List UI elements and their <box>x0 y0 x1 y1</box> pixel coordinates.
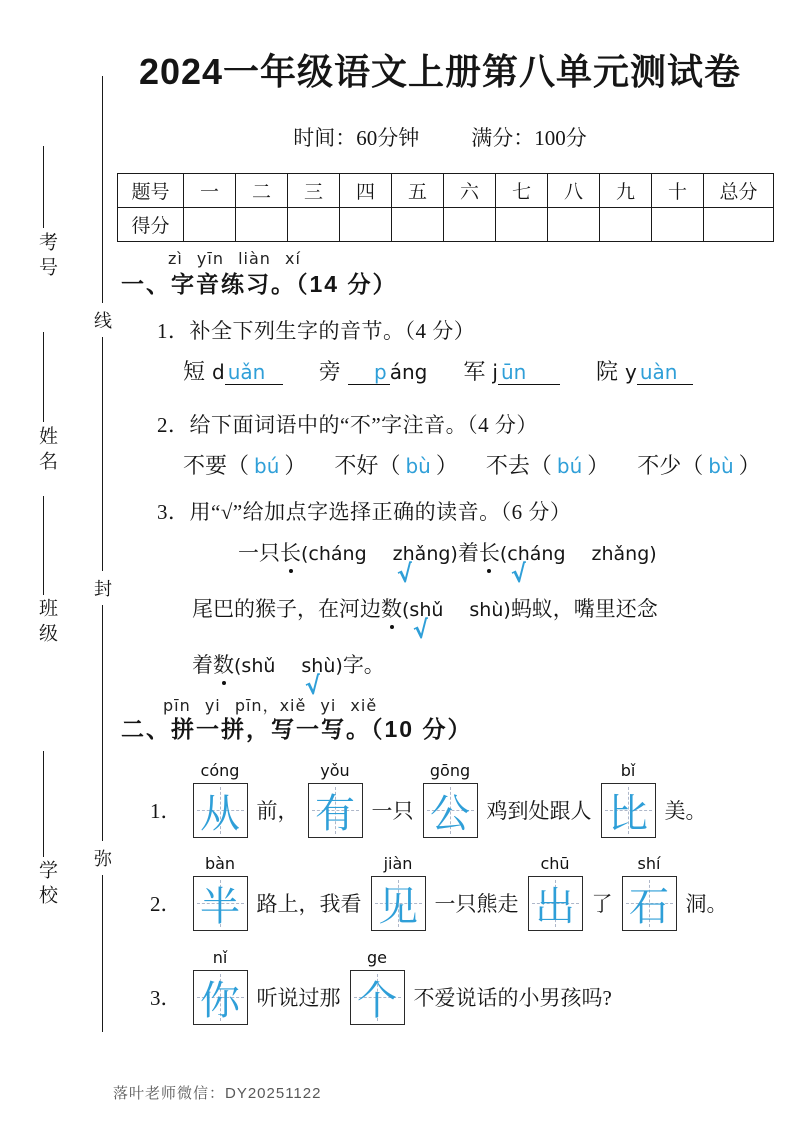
open-paren: （ <box>681 453 704 478</box>
pinyin-option: cháng <box>308 543 367 565</box>
text-run: 路上，我看 <box>256 892 362 916</box>
score-input-cell <box>288 208 340 242</box>
pinyin-hint: ge <box>367 947 387 967</box>
checkmark: √ <box>412 615 431 645</box>
pinyin-given: áng <box>389 360 428 384</box>
checkmark: √ <box>509 559 529 589</box>
text-run: 不爱说话的小男孩吗? <box>413 986 612 1010</box>
handwritten-character: 出 <box>535 883 575 929</box>
dotted-character: 数 <box>381 593 402 623</box>
close-paren: ） <box>738 453 761 478</box>
pinyin-given: j <box>492 360 498 384</box>
dotted-character: 长 <box>280 537 301 567</box>
q1-line <box>183 355 693 386</box>
pinyin-hint: bǐ <box>620 760 636 780</box>
text-run: 着 <box>192 653 213 677</box>
pinyin-given: y <box>624 360 637 384</box>
handwritten-answer: ūn <box>500 360 527 384</box>
text-run: 着 <box>457 541 479 565</box>
pinyin-option: shǔ √ <box>409 599 444 645</box>
tianzige-box <box>193 970 248 1025</box>
close-paren: ） <box>587 453 610 478</box>
answer-blank <box>225 360 283 385</box>
score-input-cell <box>340 208 392 242</box>
score-input-cell <box>444 208 496 242</box>
score-input-cell <box>548 208 600 242</box>
tone-item <box>183 449 306 480</box>
total-score-label: 总分 <box>704 174 774 208</box>
question-number: 1． <box>150 799 182 823</box>
name-blank-line <box>43 332 44 422</box>
open-paren: （ <box>378 453 401 478</box>
school-blank-line <box>43 751 44 857</box>
question-number: 3． <box>150 986 182 1010</box>
pinyin-option: shù √ <box>301 655 336 701</box>
character: 旁 <box>318 359 341 384</box>
pinyin-option: zhǎng √ <box>392 543 451 589</box>
text-run: 一只 <box>371 799 414 823</box>
handwritten-answer: p <box>374 360 387 384</box>
text-run: 尾巴的猴子，在河边 <box>192 597 381 621</box>
character-grid <box>371 853 426 931</box>
write-row <box>150 853 728 932</box>
pronunciation-choice: (shǔ shù √ ) <box>234 655 343 701</box>
score-input-cell <box>236 208 288 242</box>
handwritten-character: 个 <box>357 977 397 1023</box>
character-grid <box>350 947 405 1025</box>
text-run: 字。 <box>342 653 385 677</box>
handwritten-character: 半 <box>200 883 240 929</box>
school-label: 学校 <box>36 860 57 910</box>
q3-prompt: 3．用“√”给加点字选择正确的读音。（6 分） <box>157 500 572 524</box>
handwritten-character: 从 <box>200 790 240 836</box>
text-run: 听说过那 <box>256 986 341 1010</box>
tianzige-box <box>193 783 248 838</box>
handwritten-character: 比 <box>608 790 648 836</box>
score-input-cell <box>184 208 236 242</box>
q3-line <box>192 649 385 701</box>
q1-prompt: 1．补全下列生字的音节。（4 分） <box>157 319 476 343</box>
pinyin-hint: cóng <box>200 760 240 780</box>
q2-line <box>183 449 761 480</box>
syllable-item <box>319 355 428 386</box>
text-run: 了 <box>591 892 613 916</box>
question-col-4: 四 <box>340 174 392 208</box>
open-paren: （ <box>227 453 250 478</box>
question-col-10: 十 <box>652 174 704 208</box>
close-paren: ） <box>435 453 458 478</box>
dotted-character: 数 <box>213 649 234 679</box>
exam-meta <box>110 122 770 152</box>
tianzige-box <box>371 876 426 931</box>
score-input-cell <box>600 208 652 242</box>
pinyin-hint: shí <box>637 853 661 873</box>
pinyin-option: zhǎng <box>591 543 650 565</box>
score-input-cell <box>704 208 774 242</box>
character-grid <box>193 760 248 838</box>
pinyin-given: d <box>212 360 225 384</box>
character-grid <box>193 947 248 1025</box>
text-run: 一只 <box>238 541 280 565</box>
handwritten-character: 你 <box>200 977 240 1023</box>
pinyin-hint: nǐ <box>212 947 228 967</box>
tone-item <box>334 449 457 480</box>
question-col-2: 二 <box>236 174 288 208</box>
section1-heading: 一、字音练习。（14 分） <box>121 271 398 297</box>
word: 不要 <box>183 453 228 478</box>
tone-item <box>637 449 760 480</box>
pinyin-option: shù <box>469 599 504 621</box>
question-col-5: 五 <box>392 174 444 208</box>
text-run: 鸡到处跟人 <box>486 799 592 823</box>
handwritten-character: 有 <box>315 790 355 836</box>
q3-line <box>192 593 658 645</box>
pinyin-option: cháng √ <box>507 543 566 589</box>
handwritten-answer: bù <box>405 454 431 478</box>
word: 不少 <box>637 453 682 478</box>
score-input-cell <box>496 208 548 242</box>
tianzige-box <box>601 783 656 838</box>
write-row <box>150 760 707 839</box>
open-paren: （ <box>529 453 552 478</box>
pinyin-hint: bàn <box>204 853 236 873</box>
handwritten-answer: bú <box>254 454 280 478</box>
write-row <box>150 947 612 1026</box>
character: 短 <box>183 359 206 384</box>
tianzige-box <box>622 876 677 931</box>
seal-char-mi: 弥 <box>92 841 114 875</box>
tianzige-box <box>528 876 583 931</box>
close-paren: ） <box>284 453 307 478</box>
pronunciation-choice: (cháng √ zhǎng) <box>499 543 657 589</box>
pronunciation-choice: (cháng zhǎng √ ) <box>301 543 458 589</box>
q2-prompt: 2．给下面词语中的“不”字注音。（4 分） <box>157 413 538 437</box>
question-col-3: 三 <box>288 174 340 208</box>
handwritten-character: 见 <box>378 883 418 929</box>
text-run: 蚂蚁，嘴里还念 <box>510 597 658 621</box>
question-number-label: 题号 <box>118 174 184 208</box>
section2-heading: 二、拼一拼，写一写。（10 分） <box>121 716 473 742</box>
pinyin-option: shǔ <box>241 655 276 677</box>
seal-char-xian: 线 <box>92 303 114 337</box>
tone-item <box>486 449 609 480</box>
seal-fold-line <box>102 76 103 1032</box>
seal-char-feng: 封 <box>92 571 114 605</box>
exam-full-score: 满分：100分 <box>471 126 587 150</box>
text-run: 美。 <box>664 799 707 823</box>
question-number: 2． <box>150 892 182 916</box>
character-grid <box>193 853 248 931</box>
tianzige-box <box>193 876 248 931</box>
character-grid <box>308 760 363 838</box>
syllable-item <box>183 355 283 386</box>
handwritten-answer: bú <box>556 454 583 478</box>
tianzige-box <box>423 783 478 838</box>
question-col-6: 六 <box>444 174 496 208</box>
exam-number-label: 考号 <box>36 232 57 282</box>
character-grid <box>528 853 583 931</box>
class-blank-line <box>43 496 44 595</box>
syllable-item <box>463 355 560 386</box>
checkmark: √ <box>303 671 323 701</box>
handwritten-answer: uàn <box>639 360 678 384</box>
class-label: 班级 <box>36 598 57 648</box>
pinyin-hint: chū <box>540 853 570 873</box>
character: 院 <box>595 359 618 384</box>
answer-blank <box>498 360 560 385</box>
score-table <box>117 173 774 242</box>
handwritten-answer: uǎn <box>227 360 266 384</box>
handwritten-character: 公 <box>430 790 470 836</box>
dotted-character: 长 <box>479 537 500 567</box>
character-grid <box>423 760 478 838</box>
text-run: 一只熊走 <box>434 892 519 916</box>
footer-watermark: 落叶老师微信：DY20251122 <box>113 1085 322 1102</box>
pinyin-hint: yǒu <box>320 760 350 780</box>
character-grid <box>622 853 677 931</box>
word: 不去 <box>485 453 530 478</box>
exam-number-blank-line <box>43 146 44 228</box>
section1-pinyin: zì yīn liàn xí <box>168 249 301 268</box>
handwritten-answer: bù <box>708 454 734 478</box>
pinyin-hint: jiàn <box>383 853 413 873</box>
syllable-item <box>596 355 693 386</box>
score-input-cell <box>652 208 704 242</box>
pinyin-hint: gōng <box>429 760 471 780</box>
handwritten-character: 石 <box>629 883 669 929</box>
pronunciation-choice: (shǔ √ shù) <box>402 599 511 645</box>
paper-title: 2024一年级语文上册第八单元测试卷 <box>138 51 742 92</box>
question-col-7: 七 <box>496 174 548 208</box>
question-col-9: 九 <box>600 174 652 208</box>
text-run: 洞。 <box>685 892 728 916</box>
question-col-8: 八 <box>548 174 600 208</box>
answer-blank <box>637 360 693 385</box>
name-label: 姓名 <box>36 426 57 476</box>
tianzige-box <box>308 783 363 838</box>
exam-time: 时间：60分钟 <box>293 126 420 150</box>
q3-line <box>238 537 657 589</box>
tianzige-box <box>350 970 405 1025</box>
section2-pinyin: pīn yi pīn，xiě yi xiě <box>163 696 378 715</box>
checkmark: √ <box>395 559 415 589</box>
character-grid <box>601 760 656 838</box>
score-row-label: 得分 <box>118 208 184 242</box>
answer-blank <box>348 360 390 385</box>
text-run: 前， <box>256 799 299 823</box>
character: 军 <box>463 359 486 384</box>
word: 不好 <box>334 453 379 478</box>
question-col-1: 一 <box>184 174 236 208</box>
score-input-cell <box>392 208 444 242</box>
